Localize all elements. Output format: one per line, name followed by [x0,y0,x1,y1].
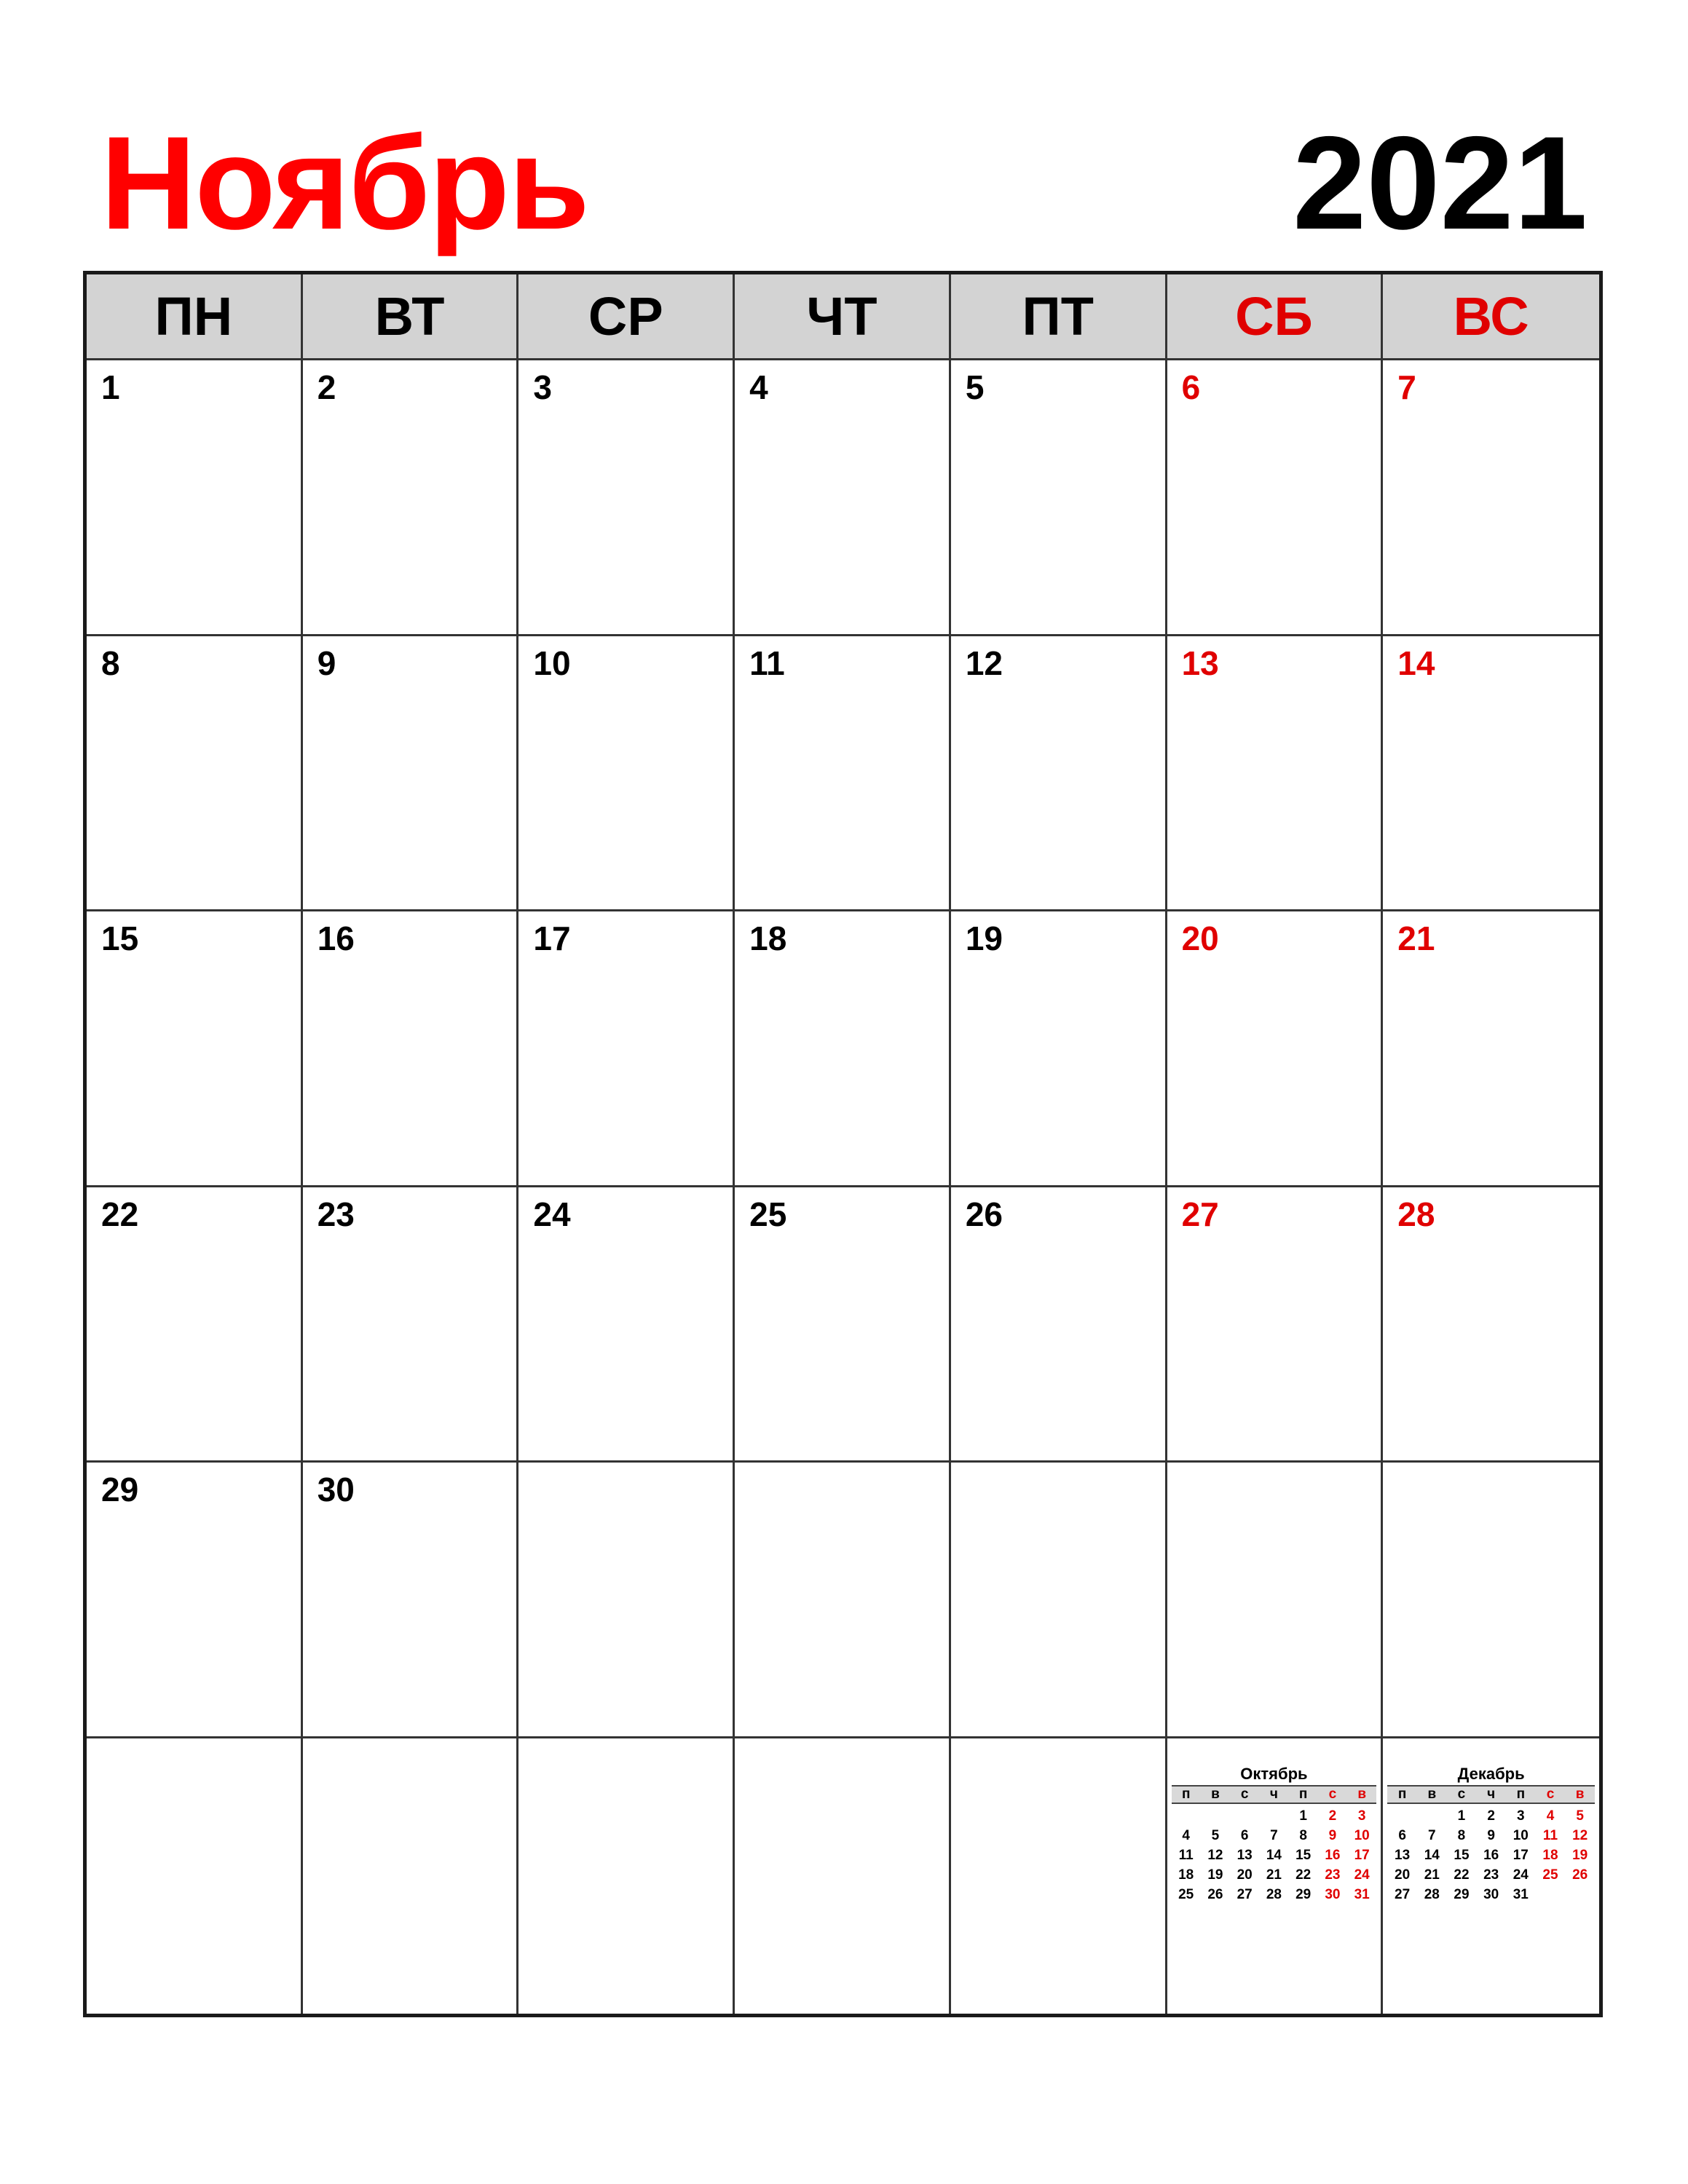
mini-calendar-weekdays [1172,1785,1377,1804]
mini-day: 9 [1487,1827,1495,1843]
year-title: 2021 [1293,108,1588,257]
day-cell[interactable] [951,1463,1167,1738]
mini-day: 31 [1354,1886,1370,1902]
day-number: 25 [749,1195,787,1233]
mini-day: 23 [1483,1867,1499,1883]
mini-day: 15 [1295,1847,1312,1863]
weekday-header-thu: ЧТ [735,274,951,360]
mini-day: 9 [1328,1827,1337,1843]
mini-day: 10 [1513,1827,1529,1843]
day-number: 21 [1397,919,1435,957]
mini-day: 16 [1325,1847,1341,1863]
mini-weekday: в [1427,1786,1437,1802]
mini-day: 13 [1395,1847,1411,1863]
day-cell[interactable] [518,1463,735,1738]
mini-day: 15 [1454,1847,1470,1863]
day-number: 26 [965,1195,1003,1233]
day-cell[interactable] [518,1738,735,2014]
mini-day: 6 [1240,1827,1249,1843]
mini-day: 21 [1424,1867,1440,1883]
day-number: 1 [101,368,120,406]
day-cell[interactable] [518,636,735,912]
mini-day [1230,1806,1259,1826]
mini-day: 6 [1398,1827,1406,1843]
mini-day: 1 [1299,1808,1307,1824]
day-cell[interactable] [518,911,735,1187]
mini-day: 20 [1395,1867,1411,1883]
day-cell[interactable] [1383,360,1599,636]
mini-day: 12 [1207,1847,1223,1863]
mini-day [1172,1806,1201,1826]
day-number: 17 [533,919,571,957]
mini-day: 28 [1266,1886,1282,1902]
day-number: 16 [317,919,355,957]
mini-day: 25 [1178,1886,1194,1902]
day-cell[interactable] [1383,636,1599,912]
mini-day: 17 [1513,1847,1529,1863]
day-cell[interactable] [1167,636,1384,912]
day-number: 18 [749,919,787,957]
day-cell[interactable] [951,1187,1167,1463]
day-cell[interactable] [87,1738,303,2014]
mini-day: 7 [1270,1827,1278,1843]
day-cell[interactable] [1383,1738,1599,2014]
day-number: 12 [965,644,1003,682]
day-number: 3 [533,368,553,406]
mini-day: 3 [1517,1808,1525,1824]
mini-week-row [1387,1865,1595,1885]
day-number: 29 [101,1471,139,1508]
day-number: 13 [1181,644,1219,682]
day-number: 10 [533,644,571,682]
mini-day: 18 [1178,1867,1194,1883]
mini-calendar-prev [1172,1765,1377,1904]
mini-day: 5 [1576,1808,1584,1824]
weekday-header-wed: СР [518,274,735,360]
mini-weekday: ч [1487,1786,1496,1802]
day-cell[interactable] [735,1738,951,2014]
day-number: 9 [317,644,336,682]
mini-day: 24 [1513,1867,1529,1883]
day-cell[interactable] [518,360,735,636]
day-number: 4 [749,368,768,406]
mini-day: 4 [1182,1827,1190,1843]
day-number: 27 [1181,1195,1219,1233]
mini-calendar-title: Декабрь [1457,1764,1525,1783]
mini-day [1387,1806,1417,1826]
mini-day: 4 [1546,1808,1555,1824]
day-cell[interactable] [87,1463,303,1738]
mini-day: 2 [1328,1808,1337,1824]
mini-day: 27 [1237,1886,1253,1902]
mini-week-row [1387,1885,1595,1904]
mini-weekday: п [1516,1786,1526,1802]
mini-week-row [1172,1885,1377,1904]
mini-weekday: с [1457,1786,1466,1802]
day-number: 28 [1397,1195,1435,1233]
mini-day: 29 [1454,1886,1470,1902]
mini-day: 7 [1428,1827,1436,1843]
day-number: 15 [101,919,139,957]
day-cell[interactable] [518,1187,735,1463]
mini-weekday: в [1575,1786,1585,1802]
mini-week-row [1387,1826,1595,1845]
day-cell[interactable] [303,360,519,636]
mini-week-row [1172,1826,1377,1845]
day-cell[interactable] [1167,1187,1384,1463]
mini-day: 19 [1572,1847,1588,1863]
day-number: 7 [1397,368,1416,406]
day-cell[interactable] [951,360,1167,636]
day-cell[interactable] [1383,911,1599,1187]
day-number: 6 [1181,368,1201,406]
day-number: 30 [317,1471,355,1508]
mini-day: 14 [1424,1847,1440,1863]
mini-week-row [1387,1845,1595,1865]
mini-weekday: п [1397,1786,1407,1802]
mini-day: 5 [1211,1827,1220,1843]
mini-day: 19 [1207,1867,1223,1883]
mini-calendar-title: Октябрь [1240,1764,1308,1783]
mini-day: 16 [1483,1847,1499,1863]
day-cell[interactable] [1383,1187,1599,1463]
mini-day: 24 [1354,1867,1370,1883]
day-cell[interactable] [87,911,303,1187]
day-cell[interactable] [303,1738,519,2014]
day-number: 20 [1181,919,1219,957]
day-number: 14 [1397,644,1435,682]
day-cell[interactable] [951,1738,1167,2014]
day-number: 5 [965,368,985,406]
mini-day [1536,1885,1566,1904]
day-number: 22 [101,1195,139,1233]
mini-day: 3 [1357,1808,1366,1824]
mini-day: 27 [1395,1886,1411,1902]
day-number: 11 [749,644,785,682]
day-cell[interactable] [735,360,951,636]
day-cell[interactable] [87,360,303,636]
mini-weekday: п [1298,1786,1308,1802]
day-number: 8 [101,644,120,682]
mini-day: 17 [1354,1847,1370,1863]
mini-day: 8 [1457,1827,1466,1843]
day-cell[interactable] [1383,1463,1599,1738]
mini-week-row [1387,1806,1595,1826]
weekday-header-sat: СБ [1167,274,1384,360]
day-cell[interactable] [735,1463,951,1738]
day-cell[interactable] [735,1187,951,1463]
day-cell[interactable] [735,636,951,912]
mini-day: 14 [1266,1847,1282,1863]
day-number: 23 [317,1195,355,1233]
day-cell[interactable] [1167,911,1384,1187]
mini-day: 29 [1295,1886,1312,1902]
mini-calendar-next [1387,1765,1595,1904]
mini-day [1417,1806,1447,1826]
mini-day: 22 [1454,1867,1470,1883]
day-cell[interactable] [303,1187,519,1463]
mini-day: 31 [1513,1886,1529,1902]
mini-day: 30 [1325,1886,1341,1902]
mini-day: 11 [1542,1827,1558,1843]
mini-week-row [1172,1865,1377,1885]
weekday-header-sun: ВС [1383,274,1599,360]
mini-week-row [1172,1806,1377,1826]
mini-day: 2 [1487,1808,1495,1824]
mini-weekday: в [1211,1786,1220,1802]
mini-weekday: с [1240,1786,1249,1802]
mini-weekday: ч [1269,1786,1278,1802]
mini-day: 28 [1424,1886,1440,1902]
weekday-header-tue: ВТ [303,274,519,360]
mini-day [1201,1806,1230,1826]
mini-day [1565,1885,1595,1904]
mini-day: 23 [1325,1867,1341,1883]
mini-day [1259,1806,1288,1826]
day-number: 19 [965,919,1003,957]
mini-day: 1 [1457,1808,1466,1824]
weekday-header-fri: ПТ [951,274,1167,360]
day-cell[interactable] [1167,1738,1384,2014]
day-cell[interactable] [1167,1463,1384,1738]
mini-week-row [1172,1845,1377,1865]
mini-weekday: с [1328,1786,1337,1802]
weekday-header-mon: ПН [87,274,303,360]
mini-day: 8 [1299,1827,1307,1843]
mini-day: 22 [1295,1867,1312,1883]
mini-weekday: с [1546,1786,1555,1802]
day-cell[interactable] [1167,360,1384,636]
calendar-grid [83,271,1603,2017]
day-cell[interactable] [87,1187,303,1463]
mini-weekday: в [1357,1786,1366,1802]
mini-weekday: п [1181,1786,1191,1802]
day-cell[interactable] [303,1463,519,1738]
day-number: 24 [533,1195,571,1233]
day-cell[interactable] [303,636,519,912]
mini-day: 18 [1542,1847,1558,1863]
day-cell[interactable] [951,911,1167,1187]
mini-day: 13 [1237,1847,1253,1863]
mini-day: 12 [1572,1827,1588,1843]
mini-day: 21 [1266,1867,1282,1883]
day-cell[interactable] [735,911,951,1187]
day-number: 2 [317,368,336,406]
mini-day: 20 [1237,1867,1253,1883]
day-cell[interactable] [303,911,519,1187]
mini-day: 30 [1483,1886,1499,1902]
mini-calendar-weekdays [1387,1785,1595,1804]
mini-day: 26 [1572,1867,1588,1883]
day-cell[interactable] [87,636,303,912]
mini-day: 11 [1178,1847,1194,1863]
month-title: Ноябрь [100,108,588,257]
mini-day: 25 [1542,1867,1558,1883]
mini-day: 26 [1207,1886,1223,1902]
day-cell[interactable] [951,636,1167,912]
mini-day: 10 [1354,1827,1370,1843]
